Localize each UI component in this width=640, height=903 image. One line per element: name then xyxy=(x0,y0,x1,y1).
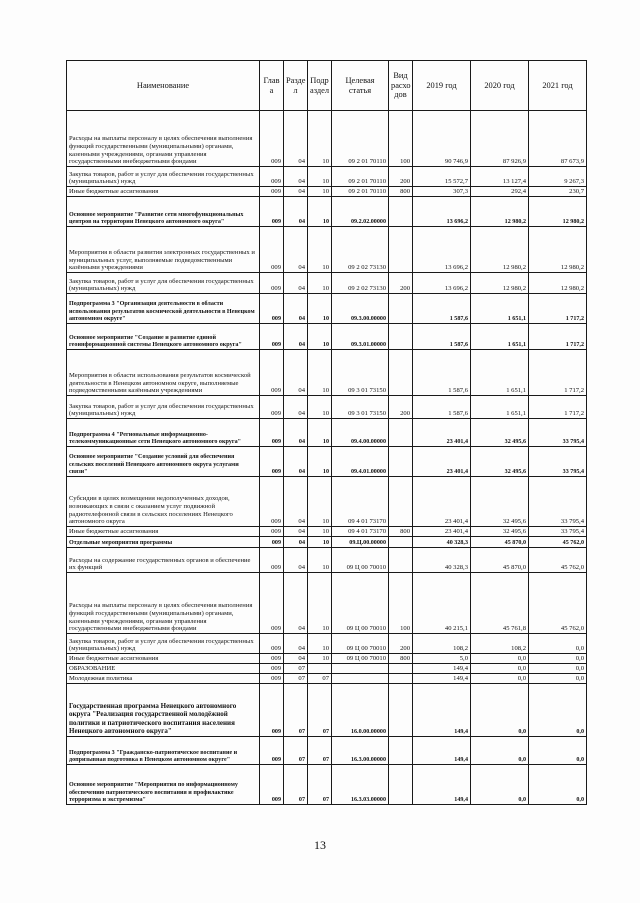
row-2020: 0,0 xyxy=(471,664,529,674)
row-expense-type xyxy=(389,419,413,447)
row-subsection: 10 xyxy=(308,396,332,419)
row-name: Расходы на выплаты персоналу в целях обеспечения выполнения функций государственными (муниципальными) органами, казенными учреждениями, органами управления государственными внебюджетными фондами xyxy=(67,111,260,167)
row-expense-type xyxy=(389,537,413,548)
row-chapter: 009 xyxy=(260,664,284,674)
row-name: Иные бюджетные ассигнования xyxy=(67,527,260,537)
row-name: Подпрограмма 4 "Региональные информационно-телекоммуникационные сети Ненецкого автономного округа" xyxy=(67,419,260,447)
row-name: Основное мероприятие "Создание условий для обеспечения сельских поселений Ненецкого автономного округа услугами связи" xyxy=(67,447,260,477)
row-expense-type xyxy=(389,324,413,350)
row-expense-type: 100 xyxy=(389,573,413,634)
table-header-row xyxy=(67,61,587,111)
row-2021: 45 762,0 xyxy=(529,573,587,634)
row-2019: 23 401,4 xyxy=(413,419,471,447)
row-target xyxy=(332,674,389,684)
row-section: 04 xyxy=(284,197,308,227)
row-subsection: 10 xyxy=(308,447,332,477)
row-2021: 12 980,2 xyxy=(529,273,587,294)
row-2021: 1 717,2 xyxy=(529,396,587,419)
row-2019: 1 587,6 xyxy=(413,350,471,396)
row-2021: 0,0 xyxy=(529,737,587,765)
row-chapter: 009 xyxy=(260,447,284,477)
row-chapter: 009 xyxy=(260,737,284,765)
row-chapter: 009 xyxy=(260,548,284,573)
row-name: Подпрограмма 3 "Организация деятельности в области использования результатов космической деятельности в Ненецком автономном округе" xyxy=(67,294,260,324)
row-section: 04 xyxy=(284,167,308,187)
row-2020: 45 870,0 xyxy=(471,548,529,573)
row-2021: 87 673,9 xyxy=(529,111,587,167)
row-section: 04 xyxy=(284,187,308,197)
row-chapter: 009 xyxy=(260,111,284,167)
row-chapter: 009 xyxy=(260,477,284,527)
row-chapter: 009 xyxy=(260,634,284,654)
table-row xyxy=(67,634,587,654)
row-name: Основное мероприятие "Развитие сети многофункциональных центров на территории Ненецкого автономного округа" xyxy=(67,197,260,227)
row-subsection xyxy=(308,664,332,674)
row-2020: 0,0 xyxy=(471,765,529,805)
table-row xyxy=(67,447,587,477)
row-subsection: 10 xyxy=(308,227,332,273)
row-2020: 32 495,6 xyxy=(471,447,529,477)
header-name: Наименование xyxy=(67,61,260,111)
row-name: Основное мероприятие "Создание и развитие единой геоинформационной системы Ненецкого автономного округа" xyxy=(67,324,260,350)
row-subsection: 10 xyxy=(308,350,332,396)
row-subsection: 10 xyxy=(308,527,332,537)
row-2021: 33 795,4 xyxy=(529,477,587,527)
row-target xyxy=(332,664,389,674)
row-target: 09.3.01.00000 xyxy=(332,324,389,350)
row-2020: 0,0 xyxy=(471,737,529,765)
row-expense-type xyxy=(389,294,413,324)
table-row xyxy=(67,527,587,537)
row-name: Расходы на выплаты персоналу в целях обеспечения выполнения функций государственными (муниципальными) органами, казенными учреждениями, органами управления государственными внебюджетными фондами xyxy=(67,573,260,634)
table-row xyxy=(67,664,587,674)
table-row xyxy=(67,419,587,447)
row-name: Отдельные мероприятия программы xyxy=(67,537,260,548)
row-2020: 0,0 xyxy=(471,674,529,684)
row-chapter: 009 xyxy=(260,573,284,634)
table-row xyxy=(67,537,587,548)
row-2019: 13 696,2 xyxy=(413,273,471,294)
row-expense-type xyxy=(389,227,413,273)
row-target: 09 Ц 00 70010 xyxy=(332,634,389,654)
row-2020: 87 926,9 xyxy=(471,111,529,167)
row-expense-type: 800 xyxy=(389,527,413,537)
table-row xyxy=(67,396,587,419)
row-chapter: 009 xyxy=(260,350,284,396)
row-chapter: 009 xyxy=(260,684,284,737)
row-subsection: 10 xyxy=(308,324,332,350)
row-2019: 1 587,6 xyxy=(413,294,471,324)
row-2019: 149,4 xyxy=(413,664,471,674)
row-2021: 0,0 xyxy=(529,674,587,684)
row-target: 09 4 01 73170 xyxy=(332,477,389,527)
row-chapter: 009 xyxy=(260,187,284,197)
table-row xyxy=(67,684,587,737)
table-row xyxy=(67,273,587,294)
row-expense-type xyxy=(389,447,413,477)
row-name: Иные бюджетные ассигнования xyxy=(67,187,260,197)
row-subsection: 07 xyxy=(308,674,332,684)
row-2021: 1 717,2 xyxy=(529,350,587,396)
row-name: Мероприятия в области развития электронных государственных и муниципальных услуг, выполняемые подведомственными казёнными учреждениями xyxy=(67,227,260,273)
row-2020: 108,2 xyxy=(471,634,529,654)
row-2020: 1 651,1 xyxy=(471,350,529,396)
row-name: Расходы на содержание государственных органов и обеспечение их функций xyxy=(67,548,260,573)
table-body xyxy=(67,111,587,805)
row-section: 04 xyxy=(284,527,308,537)
row-section: 04 xyxy=(284,654,308,664)
row-2020: 1 651,1 xyxy=(471,294,529,324)
row-2019: 5,0 xyxy=(413,654,471,664)
row-name: Основное мероприятие "Мероприятия по информационному обеспечению патриотического воспитания и профилактике терроризма и экстремизма" xyxy=(67,765,260,805)
row-subsection: 07 xyxy=(308,684,332,737)
table-row xyxy=(67,324,587,350)
row-chapter: 009 xyxy=(260,654,284,664)
header-chapter: Глав а xyxy=(260,61,284,111)
row-2021: 33 795,4 xyxy=(529,419,587,447)
row-2019: 149,4 xyxy=(413,674,471,684)
table-row xyxy=(67,167,587,187)
row-name: Мероприятия в области использования результатов космической деятельности в Ненецком автономном округе, выполняемые подведомственными казёнными учреждениями xyxy=(67,350,260,396)
row-section: 04 xyxy=(284,396,308,419)
row-section: 07 xyxy=(284,674,308,684)
row-expense-type xyxy=(389,674,413,684)
row-2019: 13 696,2 xyxy=(413,227,471,273)
row-2020: 12 980,2 xyxy=(471,197,529,227)
row-2021: 230,7 xyxy=(529,187,587,197)
row-2019: 149,4 xyxy=(413,765,471,805)
page-number: 13 xyxy=(314,838,326,852)
row-2020: 0,0 xyxy=(471,654,529,664)
row-section: 04 xyxy=(284,324,308,350)
row-2019: 149,4 xyxy=(413,684,471,737)
row-target: 09.2.02.00000 xyxy=(332,197,389,227)
row-target: 09 Ц 00 70010 xyxy=(332,548,389,573)
table-row xyxy=(67,294,587,324)
row-2021: 0,0 xyxy=(529,765,587,805)
row-chapter: 009 xyxy=(260,197,284,227)
row-target: 09 4 01 73170 xyxy=(332,527,389,537)
row-expense-type: 200 xyxy=(389,167,413,187)
table-row xyxy=(67,737,587,765)
row-subsection: 10 xyxy=(308,197,332,227)
row-name: Закупка товаров, работ и услуг для обеспечения государственных (муниципальных) нужд xyxy=(67,167,260,187)
row-subsection: 07 xyxy=(308,765,332,805)
row-section: 04 xyxy=(284,537,308,548)
row-section: 04 xyxy=(284,111,308,167)
row-subsection: 10 xyxy=(308,273,332,294)
row-section: 04 xyxy=(284,227,308,273)
row-2019: 149,4 xyxy=(413,737,471,765)
row-2019: 23 401,4 xyxy=(413,477,471,527)
row-expense-type xyxy=(389,664,413,674)
row-section: 04 xyxy=(284,573,308,634)
row-expense-type: 800 xyxy=(389,654,413,664)
row-2020: 32 495,6 xyxy=(471,419,529,447)
row-2020: 12 980,2 xyxy=(471,227,529,273)
table-row xyxy=(67,548,587,573)
row-target: 16.3.00.00000 xyxy=(332,737,389,765)
header-section: Разде л xyxy=(284,61,308,111)
table-row xyxy=(67,350,587,396)
row-2021: 1 717,2 xyxy=(529,294,587,324)
row-chapter: 009 xyxy=(260,765,284,805)
table-row xyxy=(67,187,587,197)
row-2021: 0,0 xyxy=(529,664,587,674)
row-target: 09 Ц 00 70010 xyxy=(332,654,389,664)
row-target: 09 2 02 73130 xyxy=(332,273,389,294)
row-2020: 292,4 xyxy=(471,187,529,197)
row-target: 09.3.00.00000 xyxy=(332,294,389,324)
row-target: 09.Ц.00.00000 xyxy=(332,537,389,548)
row-2019: 1 587,6 xyxy=(413,324,471,350)
row-subsection: 10 xyxy=(308,419,332,447)
header-2021: 2021 год xyxy=(529,61,587,111)
row-2020: 0,0 xyxy=(471,684,529,737)
row-chapter: 009 xyxy=(260,324,284,350)
row-2019: 40 328,3 xyxy=(413,548,471,573)
header-2019: 2019 год xyxy=(413,61,471,111)
row-section: 04 xyxy=(284,294,308,324)
row-expense-type: 200 xyxy=(389,396,413,419)
row-section: 04 xyxy=(284,419,308,447)
row-2019: 90 746,9 xyxy=(413,111,471,167)
table-row xyxy=(67,765,587,805)
row-target: 09 2 01 70110 xyxy=(332,187,389,197)
row-subsection: 10 xyxy=(308,634,332,654)
table-row xyxy=(67,197,587,227)
row-target: 09 Ц 00 70010 xyxy=(332,573,389,634)
row-subsection: 10 xyxy=(308,537,332,548)
row-2020: 45 761,8 xyxy=(471,573,529,634)
row-2019: 1 587,6 xyxy=(413,396,471,419)
row-2019: 307,3 xyxy=(413,187,471,197)
header-2020: 2020 год xyxy=(471,61,529,111)
header-expense-type: Вид расхо дов xyxy=(389,61,413,111)
row-section: 04 xyxy=(284,634,308,654)
row-section: 04 xyxy=(284,350,308,396)
row-2020: 12 980,2 xyxy=(471,273,529,294)
row-expense-type xyxy=(389,197,413,227)
row-subsection: 07 xyxy=(308,737,332,765)
row-subsection: 10 xyxy=(308,294,332,324)
row-target: 09 3 01 73150 xyxy=(332,350,389,396)
table-row xyxy=(67,227,587,273)
row-section: 07 xyxy=(284,737,308,765)
row-expense-type xyxy=(389,350,413,396)
row-subsection: 10 xyxy=(308,167,332,187)
row-expense-type: 200 xyxy=(389,634,413,654)
table-row xyxy=(67,654,587,664)
row-name: Субсидии в целях возмещения недополученных доходов, возникающих в связи с оказанием услуг подвижной радиотелефонной связи в сельских поселениях Ненецкого автономного округа xyxy=(67,477,260,527)
row-expense-type: 100 xyxy=(389,111,413,167)
row-chapter: 009 xyxy=(260,419,284,447)
row-target: 16.3.03.00000 xyxy=(332,765,389,805)
budget-table xyxy=(66,60,587,805)
row-2019: 108,2 xyxy=(413,634,471,654)
row-2019: 23 401,4 xyxy=(413,527,471,537)
row-2019: 15 572,7 xyxy=(413,167,471,187)
row-chapter: 009 xyxy=(260,527,284,537)
row-chapter: 009 xyxy=(260,294,284,324)
row-subsection: 10 xyxy=(308,477,332,527)
row-2020: 45 870,0 xyxy=(471,537,529,548)
row-2021: 45 762,0 xyxy=(529,548,587,573)
row-2019: 40 215,1 xyxy=(413,573,471,634)
row-subsection: 10 xyxy=(308,573,332,634)
row-2021: 0,0 xyxy=(529,654,587,664)
row-2020: 1 651,1 xyxy=(471,324,529,350)
row-name: ОБРАЗОВАНИЕ xyxy=(67,664,260,674)
row-target: 09 2 02 73130 xyxy=(332,227,389,273)
row-2021: 1 717,2 xyxy=(529,324,587,350)
row-section: 07 xyxy=(284,664,308,674)
row-expense-type xyxy=(389,737,413,765)
row-expense-type xyxy=(389,548,413,573)
row-chapter: 009 xyxy=(260,674,284,684)
row-2021: 0,0 xyxy=(529,684,587,737)
row-2019: 13 696,2 xyxy=(413,197,471,227)
row-2021: 33 795,4 xyxy=(529,447,587,477)
row-chapter: 009 xyxy=(260,537,284,548)
table-row xyxy=(67,573,587,634)
row-2019: 40 328,3 xyxy=(413,537,471,548)
row-chapter: 009 xyxy=(260,396,284,419)
row-target: 09.4.01.00000 xyxy=(332,447,389,477)
row-2021: 33 795,4 xyxy=(529,527,587,537)
row-name: Подпрограмма 3 "Гражданско-патриотическое воспитание и допризывная подготовка в Ненецком автономном округе" xyxy=(67,737,260,765)
row-expense-type xyxy=(389,477,413,527)
header-target: Целевая статья xyxy=(332,61,389,111)
table-row xyxy=(67,674,587,684)
row-name: Закупка товаров, работ и услуг для обеспечения государственных (муниципальных) нужд xyxy=(67,273,260,294)
row-chapter: 009 xyxy=(260,227,284,273)
row-target: 09.4.00.00000 xyxy=(332,419,389,447)
row-2021: 0,0 xyxy=(529,634,587,654)
row-expense-type: 800 xyxy=(389,187,413,197)
row-2021: 45 762,0 xyxy=(529,537,587,548)
row-2019: 23 401,4 xyxy=(413,447,471,477)
row-name: Государственная программа Ненецкого автономного округа "Реализация государственной молодёжной политики и патриотического воспитания населения Ненецкого автономного округа" xyxy=(67,684,260,737)
row-section: 04 xyxy=(284,273,308,294)
row-expense-type xyxy=(389,684,413,737)
row-section: 07 xyxy=(284,684,308,737)
row-expense-type xyxy=(389,765,413,805)
row-2020: 13 127,4 xyxy=(471,167,529,187)
row-2020: 32 495,6 xyxy=(471,477,529,527)
row-section: 04 xyxy=(284,477,308,527)
row-name: Молодежная политика xyxy=(67,674,260,684)
row-2020: 1 651,1 xyxy=(471,396,529,419)
row-2021: 12 980,2 xyxy=(529,227,587,273)
row-chapter: 009 xyxy=(260,273,284,294)
table-row xyxy=(67,111,587,167)
row-section: 07 xyxy=(284,765,308,805)
row-expense-type: 200 xyxy=(389,273,413,294)
row-section: 04 xyxy=(284,548,308,573)
row-target: 09 2 01 70110 xyxy=(332,111,389,167)
row-name: Закупка товаров, работ и услуг для обеспечения государственных (муниципальных) нужд xyxy=(67,634,260,654)
row-chapter: 009 xyxy=(260,167,284,187)
row-target: 16.0.00.00000 xyxy=(332,684,389,737)
row-subsection: 10 xyxy=(308,187,332,197)
row-name: Закупка товаров, работ и услуг для обеспечения государственных (муниципальных) нужд xyxy=(67,396,260,419)
row-2020: 32 495,6 xyxy=(471,527,529,537)
row-subsection: 10 xyxy=(308,548,332,573)
row-2021: 12 980,2 xyxy=(529,197,587,227)
row-subsection: 10 xyxy=(308,111,332,167)
row-target: 09 3 01 73150 xyxy=(332,396,389,419)
row-section: 04 xyxy=(284,447,308,477)
row-subsection: 10 xyxy=(308,654,332,664)
header-subsection: Подр аздел xyxy=(308,61,332,111)
row-target: 09 2 01 70110 xyxy=(332,167,389,187)
row-name: Иные бюджетные ассигнования xyxy=(67,654,260,664)
row-2021: 9 267,3 xyxy=(529,167,587,187)
table-row xyxy=(67,477,587,527)
